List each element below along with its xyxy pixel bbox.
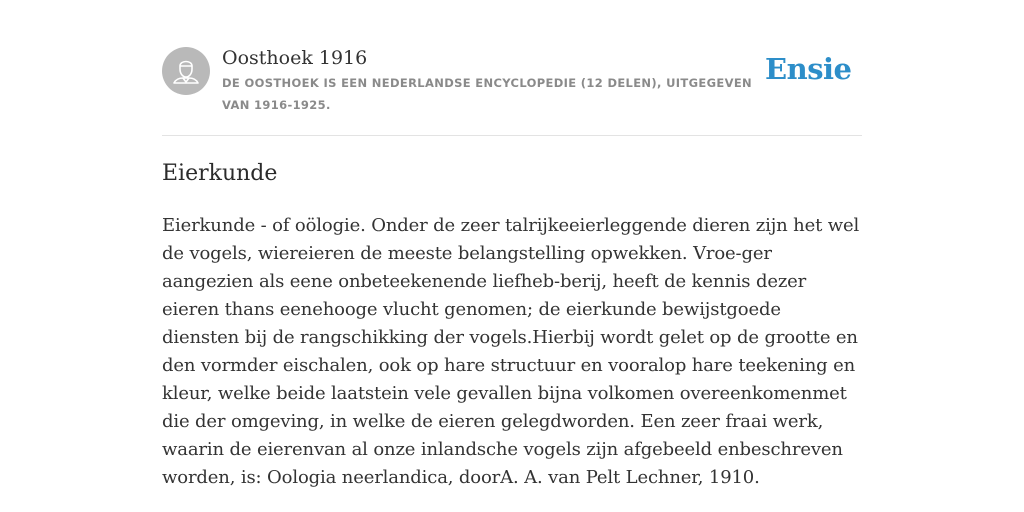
source-description: DE OOSTHOEK IS EEN NEDERLANDSE ENCYCLOPEDIE (12 DELEN), UITGEGEVEN VAN 1916-1925. xyxy=(222,76,753,112)
source-header xyxy=(162,44,862,136)
article-title: Eierkunde xyxy=(162,161,278,186)
avatar[interactable] xyxy=(162,47,210,95)
ensie-logo[interactable]: Ensie xyxy=(765,52,852,86)
article-body: Eierkunde - of oölogie. Onder de zeer talrijkeeierleggende dieren zijn het wel de vogels, wiereieren de meeste belangstelling opwekken. Vroe-ger aangezien als eene onbeteekenende liefheb-berij, heeft de kennis dezer eieren thans eenehooge vlucht genomen; de eierkunde bewijstgoede diensten bij de rangschikking der vogels.Hierbij wordt gelet op de grootte en den vormder eischalen, ook op hare structuur en vooralop hare teekening en kleur, welke beide laatstein vele gevallen bijna volkomen overeenkomenmet die der omgeving, in welke de eieren gelegdworden. Een zeer fraai werk, waarin de eierenvan al onze inlandsche vogels zijn afgebeeld enbeschreven worden, is: Oologia neerlandica, doorA. A. van Pelt Lechner, 1910. xyxy=(162,215,860,488)
source-title[interactable]: Oosthoek 1916 xyxy=(222,47,368,69)
user-icon xyxy=(162,47,210,95)
